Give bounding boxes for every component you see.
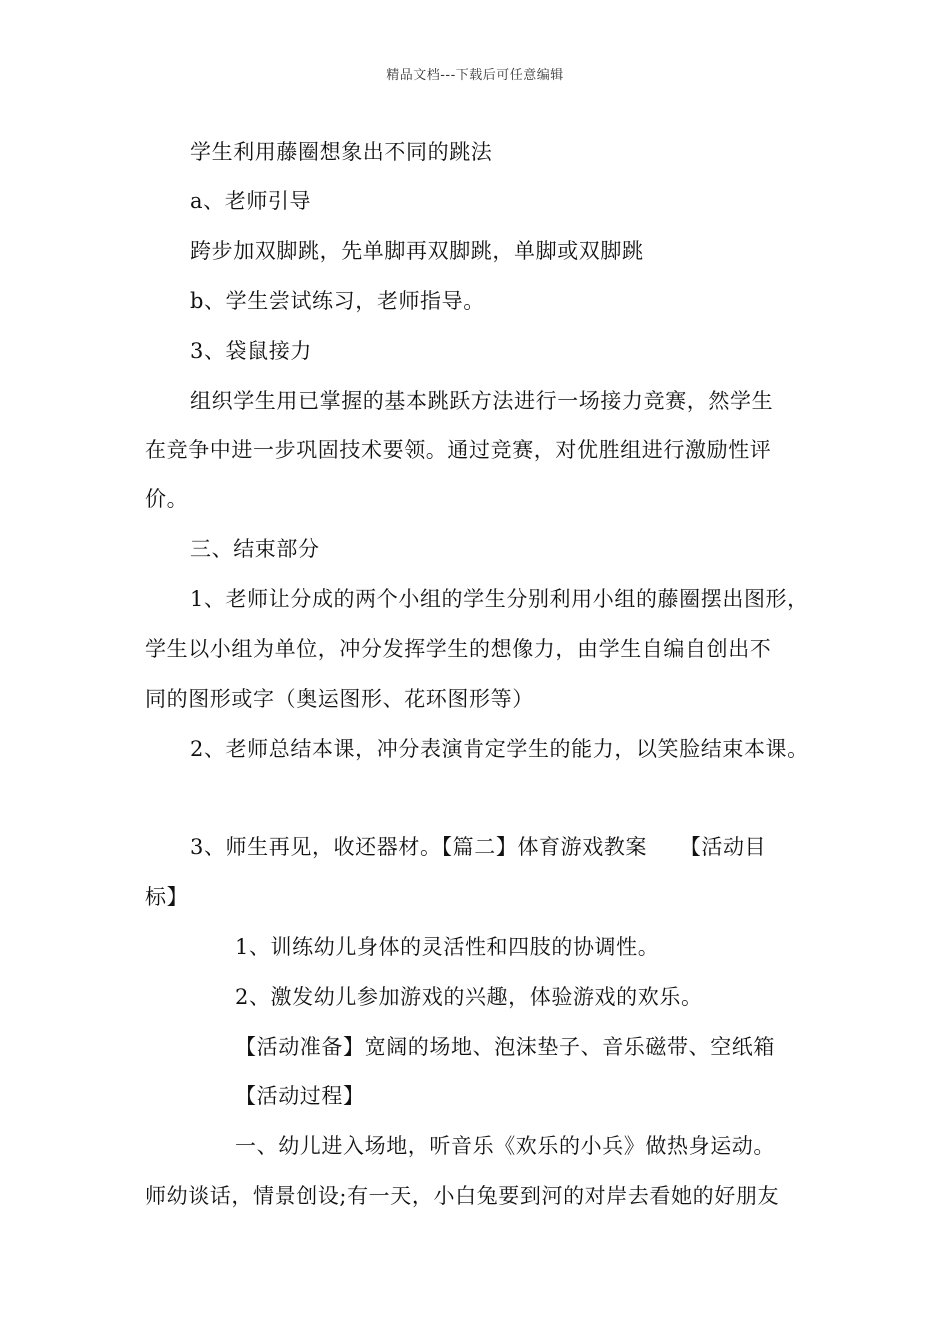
page-header: 精品文档---下载后可任意编辑 xyxy=(386,68,564,83)
paragraph-line: 3、师生再见，收还器材。【篇二】体育游戏教案 【活动目 xyxy=(190,835,767,859)
paragraph-line: 在竞争中进一步巩固技术要领。通过竞赛，对优胜组进行激励性评 xyxy=(145,438,772,462)
paragraph-line: 2、老师总结本课，冲分表演肯定学生的能力，以笑脸结束本课。 xyxy=(190,737,809,761)
paragraph-line: 学生利用藤圈想象出不同的跳法 xyxy=(190,140,493,164)
paragraph-line: 学生以小组为单位，冲分发挥学生的想像力，由学生自编自创出不 xyxy=(145,637,772,661)
paragraph-line: 1、老师让分成的两个小组的学生分别利用小组的藤圈摆出图形， xyxy=(190,587,809,611)
paragraph-line: 2、激发幼儿参加游戏的兴趣，体验游戏的欢乐。 xyxy=(235,985,703,1009)
paragraph-line: 师幼谈话，情景创设;有一天，小白兔要到河的对岸去看她的好朋友 xyxy=(145,1184,780,1208)
paragraph-line: 【活动过程】 xyxy=(235,1084,365,1108)
section-heading: 三、结束部分 xyxy=(190,537,320,561)
paragraph-line: 1、训练幼儿身体的灵活性和四肢的协调性。 xyxy=(235,935,660,959)
paragraph-line: 一、幼儿进入场地，听音乐《欢乐的小兵》做热身运动。 xyxy=(235,1134,775,1158)
paragraph-line: a、老师引导 xyxy=(190,189,312,213)
paragraph-line: 【活动准备】宽阔的场地、泡沫垫子、音乐磁带、空纸箱 xyxy=(235,1035,775,1059)
paragraph-line: 跨步加双脚跳，先单脚再双脚跳，单脚或双脚跳 xyxy=(190,239,644,263)
paragraph-line: 3、袋鼠接力 xyxy=(190,339,312,363)
paragraph-line: b、学生尝试练习，老师指导。 xyxy=(190,289,485,313)
paragraph-line: 价。 xyxy=(145,487,189,511)
paragraph-line: 同的图形或字（奥运图形、花环图形等） xyxy=(145,687,534,711)
paragraph-line: 组织学生用已掌握的基本跳跃方法进行一场接力竞赛，然学生 xyxy=(190,389,774,413)
paragraph-line: 标】 xyxy=(145,885,189,909)
